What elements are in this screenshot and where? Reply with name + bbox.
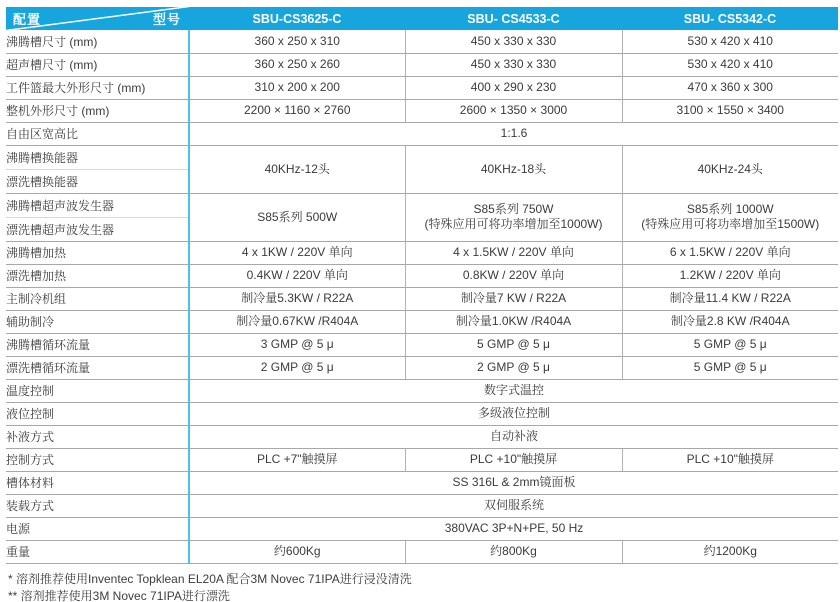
spec-value-cell: 40KHz-18头 (405, 145, 622, 193)
spec-value-cell: 制冷量7 KW / R22A (405, 287, 622, 310)
row-label-cell: 主制冷机组 (6, 287, 189, 310)
spec-value-cell (405, 193, 622, 241)
table-row (6, 122, 838, 145)
table-corner-header (6, 7, 189, 30)
spec-value-cell: 6 x 1.5KW / 220V 单向 (622, 241, 838, 264)
table-row (6, 517, 838, 540)
table-row (6, 76, 838, 99)
spec-value-cell: 2600 × 1350 × 3000 (405, 99, 622, 122)
row-label-cell: 整机外形尺寸 (mm) (6, 99, 189, 122)
spec-value-cell-span: 多级液位控制 (189, 402, 838, 425)
spec-value-cell-span: 380VAC 3P+N+PE, 50 Hz (189, 517, 838, 540)
table-row (6, 402, 838, 425)
spec-value-cell: 1.2KW / 220V 单向 (622, 264, 838, 287)
spec-value-cell: 2 GMP @ 5 μ (189, 356, 405, 379)
model-column-header: SBU-CS3625-C (189, 7, 405, 30)
spec-value-cell: 40KHz-24头 (622, 145, 838, 193)
spec-value-cell: 450 x 330 x 330 (405, 53, 622, 76)
row-label-cell: 沸腾槽尺寸 (mm) (6, 30, 189, 53)
table-row (6, 448, 838, 471)
spec-value-cell-span: 自动补液 (189, 425, 838, 448)
table-row (6, 494, 838, 517)
spec-value-cell: 5 GMP @ 5 μ (622, 356, 838, 379)
row-label-cell: 重量 (6, 540, 189, 563)
row-label-cell: 漂洗槽换能器 (6, 169, 189, 193)
row-label-cell: 沸腾槽换能器 (6, 145, 189, 169)
row-label-cell: 沸腾槽循环流量 (6, 333, 189, 356)
spec-value-cell: 约800Kg (405, 540, 622, 563)
table-row (6, 356, 838, 379)
model-column-header: SBU- CS5342-C (622, 7, 838, 30)
spec-value-cell: PLC +10"触摸屏 (622, 448, 838, 471)
spec-value-cell: PLC +10"触摸屏 (405, 448, 622, 471)
table-row (6, 287, 838, 310)
footnotes (6, 571, 828, 602)
value-line: (特殊应用可将功率增加至1000W) (424, 217, 603, 231)
value-line: S85系列 750W (473, 202, 554, 216)
model-column-header: SBU- CS4533-C (405, 7, 622, 30)
row-label-cell: 漂洗槽循环流量 (6, 356, 189, 379)
value-line: (特殊应用可将功率增加至1500W) (641, 217, 820, 231)
row-label-cell: 漂洗槽超声波发生器 (6, 217, 189, 241)
spec-table-body (6, 30, 838, 563)
spec-value-cell: 制冷量2.8 KW /R404A (622, 310, 838, 333)
row-label-cell: 超声槽尺寸 (mm) (6, 53, 189, 76)
table-row (6, 333, 838, 356)
spec-value-cell: PLC +7"触摸屏 (189, 448, 405, 471)
row-label-cell: 控制方式 (6, 448, 189, 471)
spec-value-cell: 3100 × 1550 × 3400 (622, 99, 838, 122)
table-row (6, 145, 838, 169)
spec-value-cell: 360 x 250 x 310 (189, 30, 405, 53)
table-row (6, 53, 838, 76)
spec-value-cell: 40KHz-12头 (189, 145, 405, 193)
spec-value-cell: 4 x 1KW / 220V 单向 (189, 241, 405, 264)
table-row (6, 264, 838, 287)
spec-value-cell: 2 GMP @ 5 μ (405, 356, 622, 379)
spec-value-cell: 310 x 200 x 200 (189, 76, 405, 99)
row-label-cell: 自由区宽高比 (6, 122, 189, 145)
table-row (6, 193, 838, 217)
spec-value-cell-span: 数字式温控 (189, 379, 838, 402)
table-row (6, 99, 838, 122)
row-label-cell: 辅助制冷 (6, 310, 189, 333)
footnote: * 溶剂推荐使用Inventec Topklean EL20A 配合3M Novec 71IPA进行浸没清洗 (8, 571, 412, 586)
spec-value-cell: 约600Kg (189, 540, 405, 563)
table-row (6, 425, 838, 448)
spec-value-cell: 530 x 420 x 410 (622, 30, 838, 53)
row-label-cell: 电源 (6, 517, 189, 540)
table-row (6, 241, 838, 264)
spec-value-cell-span: SS 316L & 2mm镜面板 (189, 471, 838, 494)
row-label-cell: 沸腾槽加热 (6, 241, 189, 264)
spec-value-cell: 制冷量11.4 KW / R22A (622, 287, 838, 310)
config-header-label: 配置 (13, 12, 42, 27)
row-label-cell: 补液方式 (6, 425, 189, 448)
spec-value-cell: 0.8KW / 220V 单向 (405, 264, 622, 287)
row-label-cell: 槽体材料 (6, 471, 189, 494)
table-row (6, 471, 838, 494)
spec-value-cell: 5 GMP @ 5 μ (405, 333, 622, 356)
table-header-row (6, 7, 838, 30)
table-row (6, 310, 838, 333)
spec-value-cell (622, 193, 838, 241)
footnote: ** 溶剂推荐使用3M Novec 71IPA进行漂洗 (8, 588, 230, 602)
spec-value-cell: 制冷量0.67KW /R404A (189, 310, 405, 333)
table-row (6, 30, 838, 53)
spec-value-cell-span: 1:1.6 (189, 122, 838, 145)
row-label-cell: 温度控制 (6, 379, 189, 402)
spec-value-cell: 400 x 290 x 230 (405, 76, 622, 99)
spec-value-cell: 制冷量1.0KW /R404A (405, 310, 622, 333)
spec-value-cell: 0.4KW / 220V 单向 (189, 264, 405, 287)
model-header-label: 型号 (152, 12, 181, 27)
row-label-cell: 沸腾槽超声波发生器 (6, 193, 189, 217)
spec-value-cell: 约1200Kg (622, 540, 838, 563)
spec-value-cell: 360 x 250 x 260 (189, 53, 405, 76)
spec-table (6, 7, 838, 564)
spec-value-cell: 2200 × 1160 × 2760 (189, 99, 405, 122)
spec-value-cell: 3 GMP @ 5 μ (189, 333, 405, 356)
spec-value-cell: 5 GMP @ 5 μ (622, 333, 838, 356)
spec-value-cell: 制冷量5.3KW / R22A (189, 287, 405, 310)
value-line: S85系列 1000W (686, 202, 774, 216)
spec-value-cell-span: 双伺服系统 (189, 494, 838, 517)
spec-value-cell: 470 x 360 x 300 (622, 76, 838, 99)
spec-value-cell: S85系列 500W (189, 193, 405, 241)
row-label-cell: 装载方式 (6, 494, 189, 517)
table-row (6, 540, 838, 563)
spec-value-cell: 530 x 420 x 410 (622, 53, 838, 76)
row-label-cell: 漂洗槽加热 (6, 264, 189, 287)
spec-value-cell: 450 x 330 x 330 (405, 30, 622, 53)
row-label-cell: 液位控制 (6, 402, 189, 425)
row-label-cell: 工件篮最大外形尺寸 (mm) (6, 76, 189, 99)
spec-value-cell: 4 x 1.5KW / 220V 单向 (405, 241, 622, 264)
table-row (6, 379, 838, 402)
